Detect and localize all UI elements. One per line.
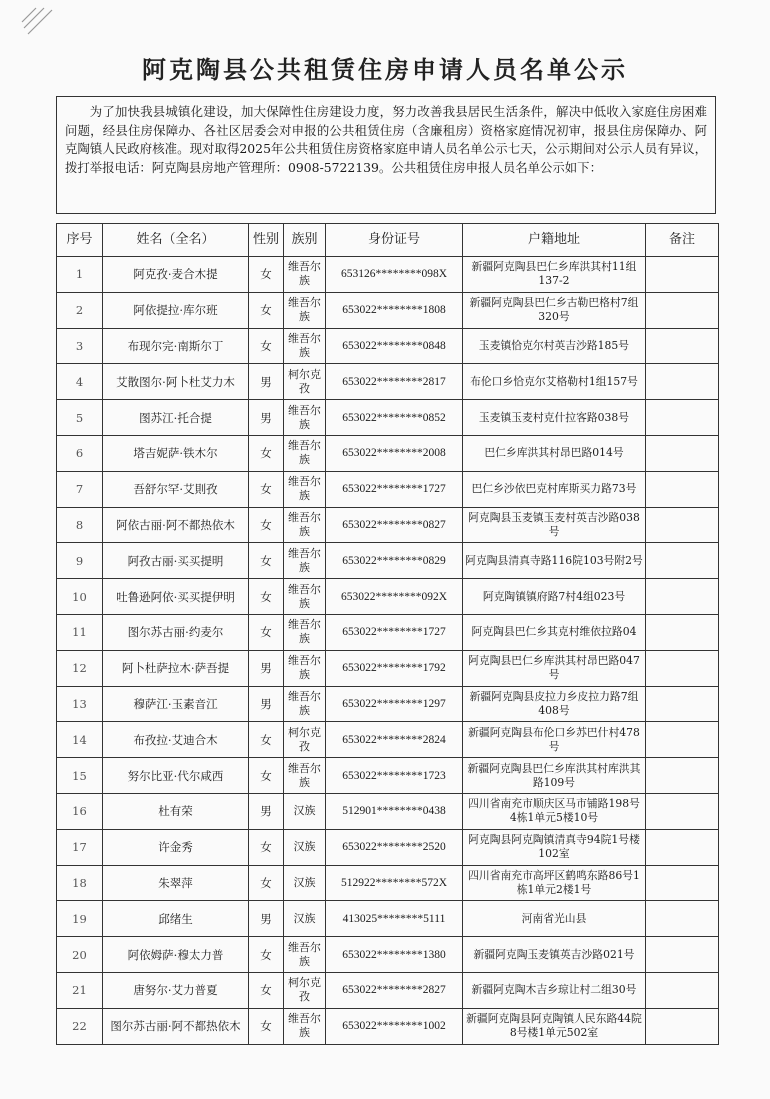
cell-gender: 男 [249, 901, 284, 937]
cell-name: 阿卜杜萨拉木·萨吾提 [103, 650, 249, 686]
cell-gender: 女 [249, 435, 284, 471]
header-id-number: 身份证号 [326, 224, 463, 257]
cell-seq: 18 [57, 865, 103, 901]
cell-gender: 女 [249, 865, 284, 901]
header-address: 户籍地址 [463, 224, 646, 257]
cell-seq: 12 [57, 650, 103, 686]
cell-address: 阿克陶县玉麦镇玉麦村英吉沙路038号 [463, 507, 646, 543]
cell-ethnicity: 维吾尔族 [284, 400, 326, 436]
cell-address: 阿克陶镇镇府路7村4组023号 [463, 579, 646, 615]
cell-address: 新疆阿克陶县阿克陶镇人民东路44院8号楼1单元502室 [463, 1008, 646, 1044]
cell-address: 阿克陶县巴仁乡库洪其村昂巴路047号 [463, 650, 646, 686]
cell-seq: 11 [57, 614, 103, 650]
cell-name: 图尔苏古丽·约麦尔 [103, 614, 249, 650]
cell-remarks [646, 257, 719, 293]
cell-gender: 女 [249, 758, 284, 794]
cell-remarks [646, 972, 719, 1008]
cell-ethnicity: 柯尔克孜 [284, 972, 326, 1008]
cell-ethnicity: 维吾尔族 [284, 292, 326, 328]
table-row [57, 400, 719, 436]
cell-name: 图苏江·托合提 [103, 400, 249, 436]
cell-ethnicity: 汉族 [284, 829, 326, 865]
cell-name: 穆萨江·玉素音江 [103, 686, 249, 722]
cell-seq: 4 [57, 364, 103, 400]
cell-remarks [646, 328, 719, 364]
cell-address: 新疆阿克陶县布伦口乡苏巴什村478号 [463, 722, 646, 758]
table-row [57, 579, 719, 615]
table-row [57, 364, 719, 400]
cell-id-number: 653022********2008 [326, 435, 463, 471]
table-row [57, 292, 719, 328]
cell-address: 阿克陶县阿克陶镇清真寺94院1号楼102室 [463, 829, 646, 865]
cell-remarks [646, 364, 719, 400]
cell-ethnicity: 维吾尔族 [284, 937, 326, 973]
cell-gender: 女 [249, 937, 284, 973]
cell-seq: 16 [57, 793, 103, 829]
cell-remarks [646, 507, 719, 543]
cell-name: 图尔苏古丽·阿不都热依木 [103, 1008, 249, 1044]
cell-ethnicity: 维吾尔族 [284, 650, 326, 686]
cell-remarks [646, 650, 719, 686]
cell-address: 河南省光山县 [463, 901, 646, 937]
cell-address: 四川省南充市顺庆区马市铺路198号4栋1单元5楼10号 [463, 793, 646, 829]
table-row [57, 1008, 719, 1044]
cell-address: 新疆阿克陶县巴仁乡库洪其村库洪其路109号 [463, 758, 646, 794]
table-row [57, 793, 719, 829]
cell-address: 新疆阿克陶县皮拉力乡皮拉力路7组408号 [463, 686, 646, 722]
cell-name: 阿依古丽·阿不都热依木 [103, 507, 249, 543]
cell-remarks [646, 292, 719, 328]
cell-address: 新疆阿克陶县巴仁乡库洪其村11组137-2 [463, 257, 646, 293]
cell-ethnicity: 汉族 [284, 793, 326, 829]
cell-id-number: 653022********1723 [326, 758, 463, 794]
table-row [57, 543, 719, 579]
table-row [57, 829, 719, 865]
table-row [57, 614, 719, 650]
table-header-row [57, 224, 719, 257]
cell-seq: 17 [57, 829, 103, 865]
cell-gender: 男 [249, 364, 284, 400]
notice-paragraph: 为了加快我县城镇化建设，加大保障性住房建设力度，努力改善我县居民生活条件，解决中低收入家庭住房困难问题，经县住房保障办、各社区居委会对申报的公共租赁住房（含廉租房）资格家庭情况初审，报县住房保障办、阿克陶镇人民政府核准。现对取得2025年公共租赁住房资格家庭申请人员名单公示七天，公示期间对公示人员有异议，拨打举报电话：阿克陶县房地产管理所：0908-5722139。公共租赁住房申报人员名单公示如下： [56, 96, 716, 214]
cell-name: 邱绪生 [103, 901, 249, 937]
cell-id-number: 653022********2824 [326, 722, 463, 758]
cell-remarks [646, 937, 719, 973]
cell-name: 艾散图尔·阿卜杜艾力木 [103, 364, 249, 400]
cell-ethnicity: 维吾尔族 [284, 328, 326, 364]
cell-id-number: 653022********092X [326, 579, 463, 615]
cell-seq: 21 [57, 972, 103, 1008]
cell-gender: 男 [249, 686, 284, 722]
cell-remarks [646, 686, 719, 722]
cell-name: 杜有荣 [103, 793, 249, 829]
cell-id-number: 512901********0438 [326, 793, 463, 829]
header-gender: 性别 [249, 224, 284, 257]
cell-address: 新疆阿克陶木吉乡琼让村二组30号 [463, 972, 646, 1008]
cell-address: 四川省南充市高坪区鹤鸣东路86号1栋1单元2楼1号 [463, 865, 646, 901]
header-seq: 序号 [57, 224, 103, 257]
cell-name: 阿克孜·麦合木提 [103, 257, 249, 293]
table-row [57, 650, 719, 686]
cell-name: 朱翠萍 [103, 865, 249, 901]
cell-id-number: 653126********098X [326, 257, 463, 293]
cell-name: 布孜拉·艾迪合木 [103, 722, 249, 758]
cell-id-number: 653022********1002 [326, 1008, 463, 1044]
cell-gender: 女 [249, 471, 284, 507]
cell-gender: 女 [249, 328, 284, 364]
cell-name: 阿孜古丽·买买提明 [103, 543, 249, 579]
header-ethnicity: 族别 [284, 224, 326, 257]
cell-id-number: 653022********0848 [326, 328, 463, 364]
table-row [57, 686, 719, 722]
cell-remarks [646, 722, 719, 758]
cell-ethnicity: 柯尔克孜 [284, 722, 326, 758]
cell-ethnicity: 汉族 [284, 865, 326, 901]
cell-name: 吾舒尔罕·艾則孜 [103, 471, 249, 507]
cell-ethnicity: 维吾尔族 [284, 507, 326, 543]
cell-ethnicity: 汉族 [284, 901, 326, 937]
cell-id-number: 512922********572X [326, 865, 463, 901]
corner-stamp-icon [18, 0, 70, 40]
cell-id-number: 653022********0829 [326, 543, 463, 579]
cell-gender: 女 [249, 829, 284, 865]
cell-address: 布伦口乡恰克尔艾格勒村1组157号 [463, 364, 646, 400]
cell-ethnicity: 维吾尔族 [284, 614, 326, 650]
cell-remarks [646, 829, 719, 865]
cell-ethnicity: 柯尔克孜 [284, 364, 326, 400]
cell-gender: 女 [249, 292, 284, 328]
cell-id-number: 653022********2817 [326, 364, 463, 400]
cell-id-number: 653022********2520 [326, 829, 463, 865]
cell-seq: 3 [57, 328, 103, 364]
cell-ethnicity: 维吾尔族 [284, 435, 326, 471]
table-row [57, 937, 719, 973]
cell-seq: 7 [57, 471, 103, 507]
cell-ethnicity: 维吾尔族 [284, 579, 326, 615]
cell-gender: 女 [249, 507, 284, 543]
cell-id-number: 653022********0827 [326, 507, 463, 543]
cell-gender: 女 [249, 543, 284, 579]
cell-id-number: 653022********1808 [326, 292, 463, 328]
cell-remarks [646, 614, 719, 650]
cell-gender: 男 [249, 793, 284, 829]
cell-name: 吐鲁逊阿依·买买提伊明 [103, 579, 249, 615]
table-row [57, 257, 719, 293]
cell-gender: 男 [249, 650, 284, 686]
cell-seq: 9 [57, 543, 103, 579]
table-row [57, 328, 719, 364]
cell-remarks [646, 400, 719, 436]
cell-seq: 13 [57, 686, 103, 722]
cell-remarks [646, 471, 719, 507]
cell-gender: 女 [249, 972, 284, 1008]
cell-ethnicity: 维吾尔族 [284, 686, 326, 722]
cell-id-number: 653022********1792 [326, 650, 463, 686]
cell-gender: 女 [249, 722, 284, 758]
cell-name: 阿依姆萨·穆太力普 [103, 937, 249, 973]
applicant-table [56, 223, 719, 1045]
cell-name: 唐努尔·艾力普夏 [103, 972, 249, 1008]
cell-name: 努尔比亚·代尔咸西 [103, 758, 249, 794]
table-row [57, 507, 719, 543]
header-name: 姓名（全名） [103, 224, 249, 257]
cell-gender: 女 [249, 614, 284, 650]
table-row [57, 901, 719, 937]
cell-remarks [646, 901, 719, 937]
cell-remarks [646, 758, 719, 794]
cell-id-number: 653022********1297 [326, 686, 463, 722]
cell-seq: 19 [57, 901, 103, 937]
cell-id-number: 653022********1727 [326, 471, 463, 507]
document-title: 阿克陶县公共租赁住房申请人员名单公示 [142, 56, 628, 84]
cell-id-number: 653022********2827 [326, 972, 463, 1008]
cell-gender: 男 [249, 400, 284, 436]
table-row [57, 722, 719, 758]
cell-gender: 女 [249, 579, 284, 615]
cell-address: 巴仁乡沙依巴克村库斯买力路73号 [463, 471, 646, 507]
cell-remarks [646, 793, 719, 829]
cell-address: 玉麦镇恰克尔村英吉沙路185号 [463, 328, 646, 364]
cell-ethnicity: 维吾尔族 [284, 543, 326, 579]
cell-address: 玉麦镇玉麦村克什拉客路038号 [463, 400, 646, 436]
cell-id-number: 413025********5111 [326, 901, 463, 937]
cell-name: 塔吉妮萨·铁木尔 [103, 435, 249, 471]
cell-seq: 6 [57, 435, 103, 471]
cell-address: 新疆阿克陶玉麦镇英吉沙路021号 [463, 937, 646, 973]
cell-name: 阿依提拉·库尔班 [103, 292, 249, 328]
cell-remarks [646, 865, 719, 901]
header-remarks: 备注 [646, 224, 719, 257]
cell-remarks [646, 435, 719, 471]
table-row [57, 865, 719, 901]
table-row [57, 758, 719, 794]
cell-seq: 8 [57, 507, 103, 543]
cell-address: 新疆阿克陶县巴仁乡古勒巴格村7组320号 [463, 292, 646, 328]
cell-seq: 22 [57, 1008, 103, 1044]
cell-ethnicity: 维吾尔族 [284, 1008, 326, 1044]
cell-address: 阿克陶县巴仁乡其克村维依拉路04 [463, 614, 646, 650]
table-row [57, 435, 719, 471]
cell-id-number: 653022********1727 [326, 614, 463, 650]
table-row [57, 972, 719, 1008]
cell-seq: 20 [57, 937, 103, 973]
cell-gender: 女 [249, 1008, 284, 1044]
cell-ethnicity: 维吾尔族 [284, 471, 326, 507]
cell-seq: 2 [57, 292, 103, 328]
cell-remarks [646, 1008, 719, 1044]
cell-seq: 10 [57, 579, 103, 615]
cell-remarks [646, 543, 719, 579]
cell-gender: 女 [249, 257, 284, 293]
cell-seq: 1 [57, 257, 103, 293]
cell-seq: 5 [57, 400, 103, 436]
cell-id-number: 653022********1380 [326, 937, 463, 973]
cell-ethnicity: 维吾尔族 [284, 758, 326, 794]
cell-address: 阿克陶县清真寺路116院103号附2号 [463, 543, 646, 579]
cell-name: 许金秀 [103, 829, 249, 865]
cell-seq: 15 [57, 758, 103, 794]
cell-id-number: 653022********0852 [326, 400, 463, 436]
cell-name: 布现尔完·南斯尔丁 [103, 328, 249, 364]
cell-address: 巴仁乡库洪其村昂巴路014号 [463, 435, 646, 471]
cell-remarks [646, 579, 719, 615]
table-row [57, 471, 719, 507]
cell-seq: 14 [57, 722, 103, 758]
cell-ethnicity: 维吾尔族 [284, 257, 326, 293]
